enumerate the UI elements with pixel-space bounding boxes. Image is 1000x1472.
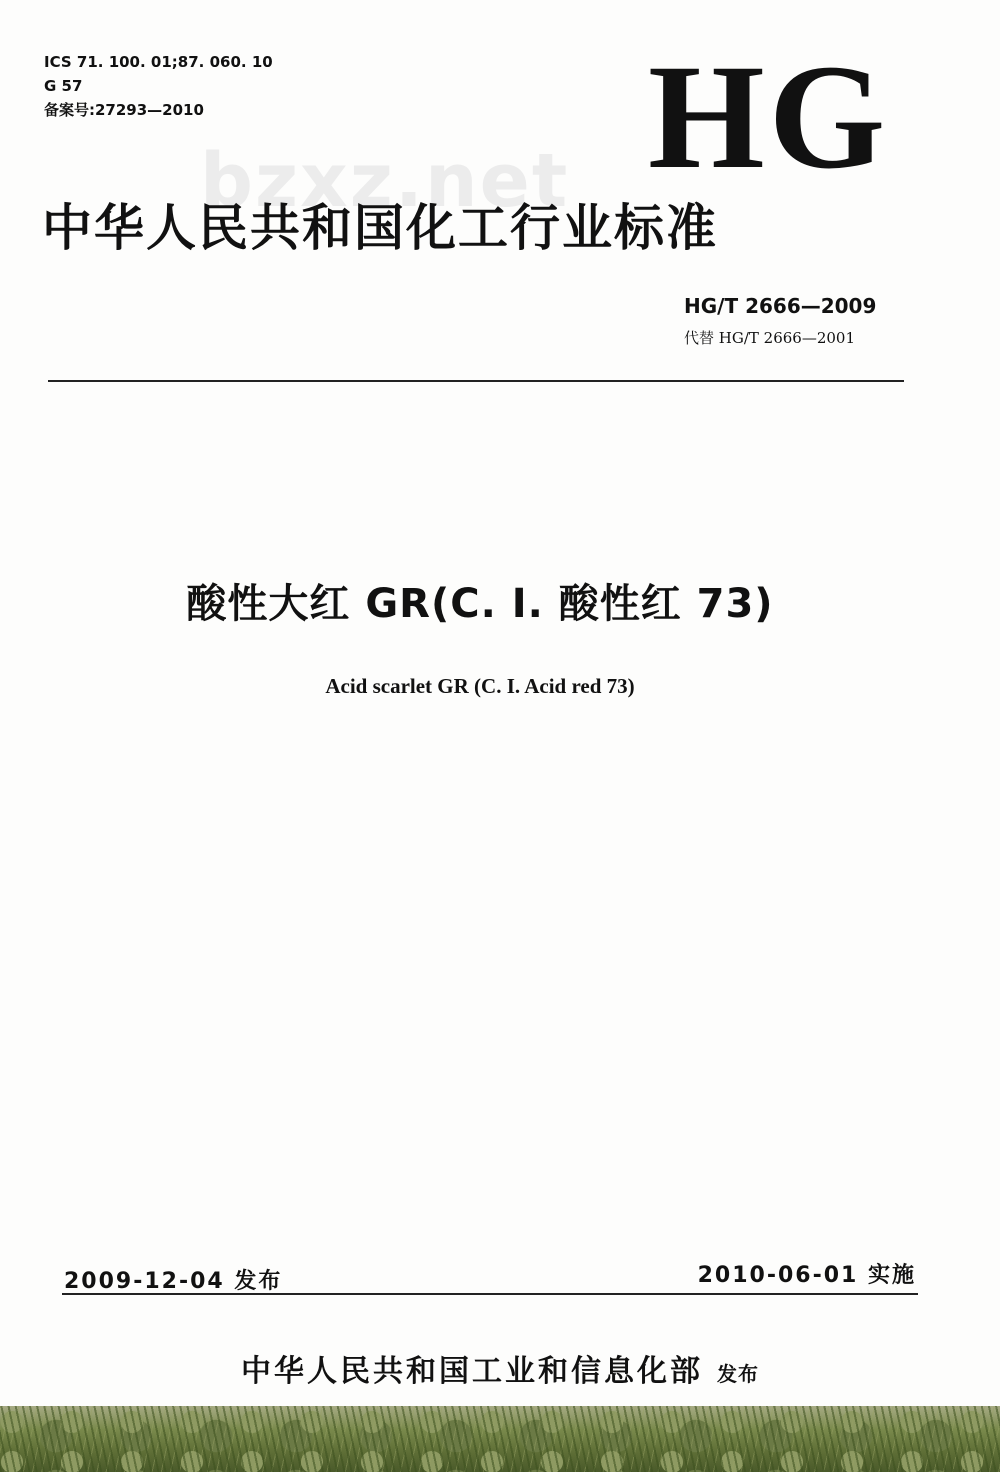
- footer-divider: [62, 1293, 918, 1295]
- publisher-name: 中华人民共和国工业和信息化部: [241, 1354, 703, 1389]
- standard-code: HG/T 2666—2009: [684, 294, 877, 318]
- replaces-note: 代替 HG/T 2666—2001: [684, 329, 856, 347]
- document-title-chinese: 酸性大红 GR(C. I. 酸性红 73): [186, 581, 774, 627]
- watermark: bzxz.net: [200, 138, 570, 224]
- standard-type-title: 中华人民共和国化工行业标准: [42, 199, 718, 257]
- hg-logo: HG: [648, 34, 890, 200]
- effective-date: 2010-06-01 实施: [697, 1263, 916, 1288]
- ics-code: ICS 71. 100. 01;87. 060. 10: [44, 53, 273, 71]
- document-title-english: Acid scarlet GR (C. I. Acid red 73): [325, 674, 635, 698]
- publisher-suffix: 发布: [717, 1362, 759, 1386]
- ccs-code: G 57: [44, 77, 83, 95]
- header-divider: [48, 380, 904, 382]
- classification-block: [44, 50, 273, 122]
- filing-number: 备案号:27293—2010: [44, 101, 204, 119]
- grass-photo-strip: [0, 1406, 1000, 1472]
- publisher-line: [0, 1346, 1000, 1390]
- issue-date: 2009-12-04 发布: [64, 1269, 283, 1294]
